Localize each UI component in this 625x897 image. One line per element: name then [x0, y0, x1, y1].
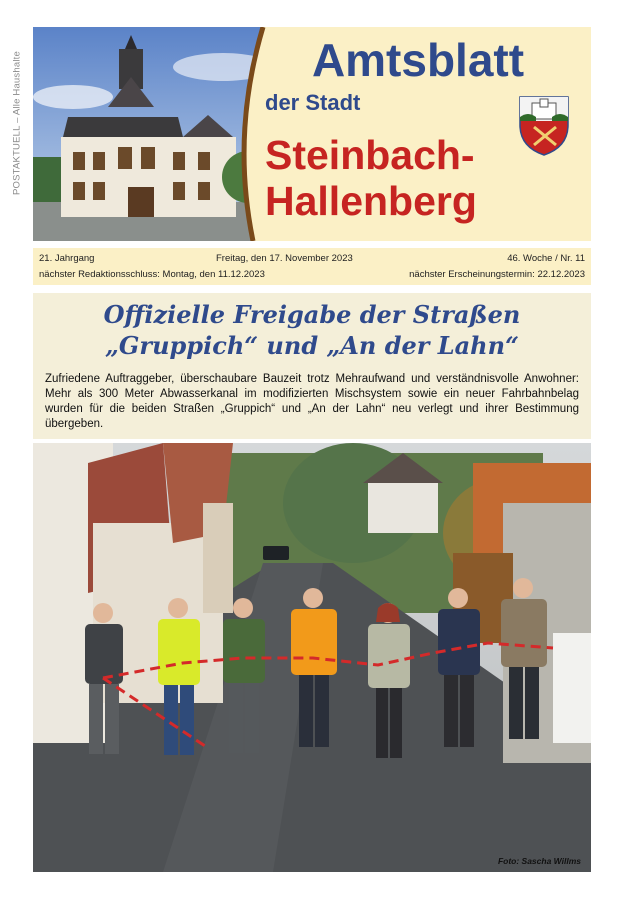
masthead-header	[33, 27, 591, 241]
photo-credit: Foto: Sascha Willms	[497, 856, 581, 866]
ribbon-cutting-photo	[33, 443, 591, 872]
next-issue-date: nächster Erscheinungstermin: 22.12.2023	[409, 269, 585, 280]
editorial-deadline: nächster Redaktionsschluss: Montag, den 11.12.2023	[39, 269, 265, 280]
lead-article	[33, 293, 591, 439]
masthead-subtitle: der Stadt	[265, 90, 361, 115]
issue-date: Freitag, den 17. November 2023	[216, 253, 353, 264]
coat-of-arms-icon	[518, 95, 570, 157]
masthead-title: Amtsblatt	[311, 34, 525, 86]
ribbon-cutting-illustration	[33, 443, 591, 872]
masthead-town-line2: Hallenberg	[265, 178, 477, 224]
side-label	[9, 28, 25, 218]
issue-info-bar	[33, 248, 591, 285]
headline-line1: Offizielle Freigabe der Straßen	[103, 300, 521, 329]
headline-line2: „Gruppich“ und „An der Lahn“	[105, 331, 519, 360]
volume-label: 21. Jahrgang	[39, 253, 95, 264]
masthead-town-line1: Steinbach-	[265, 132, 475, 178]
week-number: 46. Woche / Nr. 11	[507, 253, 585, 264]
side-label-text: POSTAKTUELL – Alle Haushalte	[11, 51, 23, 195]
article-headline	[33, 299, 591, 361]
article-lead-text: Zufriedene Auftraggeber, überschaubare Bauzeit trotz Mehraufwand und verständnisvolle Anwohner: Mehr als 300 Meter Abwasserkanal im modifizierten Mischsystem sowie ein neuer Fahrbahnbelag wurden für die beiden Straßen „Gruppich“ und „An der Lahn“ neu verlegt und ihrer Bestimmung übergeben.	[45, 373, 579, 430]
